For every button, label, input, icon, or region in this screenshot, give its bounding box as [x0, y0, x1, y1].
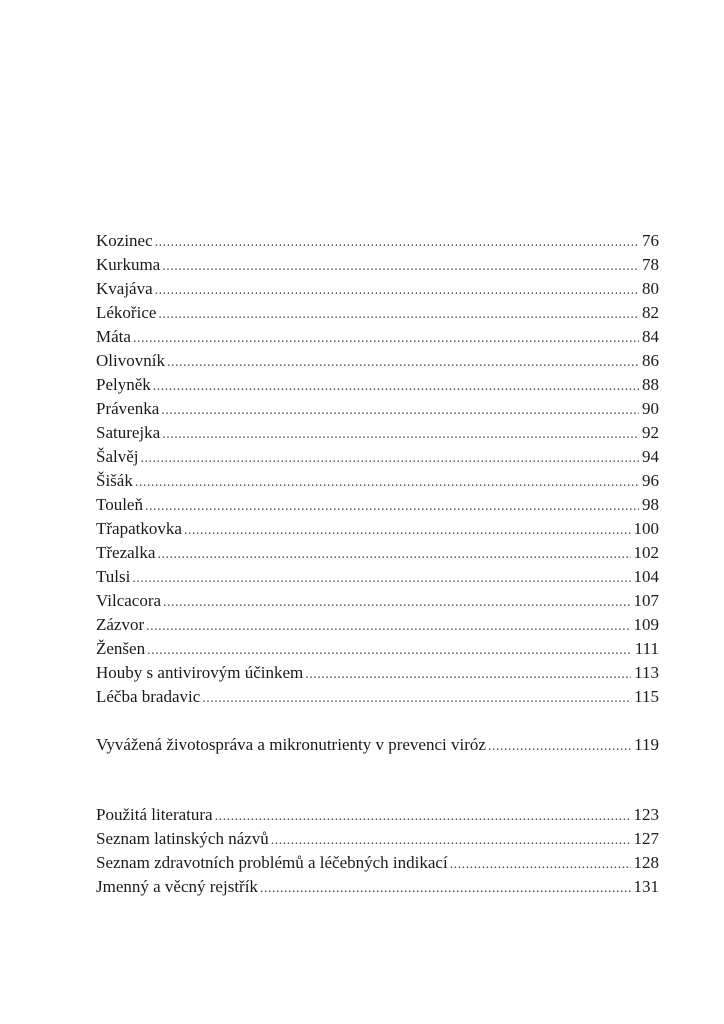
- toc-entry-title: Zázvor: [96, 615, 145, 634]
- toc-entry-page: 111: [634, 639, 659, 658]
- toc-entry-page: 76: [642, 231, 659, 250]
- toc-entry[interactable]: [96, 349, 659, 373]
- toc-leader-dots: [145, 495, 639, 519]
- toc-leader-dots: [271, 829, 631, 853]
- toc-entry-title: Olivovník: [96, 351, 165, 370]
- toc-entry-page: 94: [642, 447, 659, 466]
- toc-entry[interactable]: [96, 661, 659, 685]
- toc-entry-title: Seznam latinských názvů: [96, 829, 269, 848]
- toc-group-chapter: [96, 733, 659, 757]
- toc-leader-dots: [153, 375, 639, 399]
- toc-entry-title: Právenka: [96, 399, 160, 418]
- toc-leader-dots: [305, 663, 631, 687]
- toc-entry-page: 102: [633, 543, 659, 562]
- toc-entry-page: 123: [633, 805, 659, 824]
- toc-entry-title: Seznam zdravotních problémů a léčebných indikací: [96, 853, 448, 872]
- toc-group-herbs: [96, 229, 659, 709]
- toc-leader-dots: [163, 591, 630, 615]
- toc-entry-title: Houby s antivirovým účinkem: [96, 663, 304, 682]
- toc-entry-page: 131: [633, 877, 659, 896]
- toc-leader-dots: [161, 399, 639, 423]
- toc-entry[interactable]: [96, 397, 659, 421]
- toc-entry-title: Šišák: [96, 471, 133, 490]
- toc-leader-dots: [158, 303, 639, 327]
- toc-entry-title: Máta: [96, 327, 131, 346]
- toc-entry-title: Kozinec: [96, 231, 153, 250]
- toc-entry-title: Tulsi: [96, 567, 131, 586]
- toc-entry-page: 84: [642, 327, 659, 346]
- toc-entry[interactable]: [96, 733, 659, 757]
- toc-entry-page: 90: [642, 399, 659, 418]
- toc-entry-page: 96: [642, 471, 659, 490]
- toc-entry[interactable]: [96, 541, 659, 565]
- toc-leader-dots: [141, 447, 640, 471]
- toc-leader-dots: [155, 279, 639, 303]
- toc-entry[interactable]: [96, 445, 659, 469]
- toc-leader-dots: [202, 687, 631, 711]
- toc-leader-dots: [155, 231, 639, 255]
- toc-entry-page: 104: [633, 567, 659, 586]
- toc-entry-page: 80: [642, 279, 659, 298]
- toc-entry-title: Léčba bradavic: [96, 687, 201, 706]
- toc-leader-dots: [450, 853, 631, 877]
- toc-entry[interactable]: [96, 803, 659, 827]
- toc-entry[interactable]: [96, 637, 659, 661]
- toc-entry-title: Lékořice: [96, 303, 157, 322]
- toc-entry-page: 98: [642, 495, 659, 514]
- toc-entry[interactable]: [96, 421, 659, 445]
- toc-entry-title: Třapatkovka: [96, 519, 182, 538]
- toc-entry-title: Kurkuma: [96, 255, 161, 274]
- toc-entry[interactable]: [96, 565, 659, 589]
- toc-leader-dots: [146, 615, 630, 639]
- toc-entry-page: 119: [634, 735, 659, 754]
- toc-entry-page: 100: [633, 519, 659, 538]
- toc-entry[interactable]: [96, 685, 659, 709]
- toc-entry-page: 127: [633, 829, 659, 848]
- toc-entry-page: 88: [642, 375, 659, 394]
- toc-leader-dots: [147, 639, 632, 663]
- toc-entry-page: 113: [634, 663, 659, 682]
- toc-entry-title: Vilcacora: [96, 591, 162, 610]
- toc-entry-page: 86: [642, 351, 659, 370]
- toc-entry[interactable]: [96, 613, 659, 637]
- toc-entry[interactable]: [96, 493, 659, 517]
- toc-entry-title: Použitá literatura: [96, 805, 213, 824]
- toc-entry-title: Kvajáva: [96, 279, 153, 298]
- toc-entry-title: Třezalka: [96, 543, 156, 562]
- toc-entry-page: 82: [642, 303, 659, 322]
- toc-entry-title: Vyvážená životospráva a mikronutrienty v prevenci viróz: [96, 735, 486, 754]
- toc-leader-dots: [135, 471, 639, 495]
- toc-entry-page: 109: [633, 615, 659, 634]
- toc-entry[interactable]: [96, 301, 659, 325]
- toc-leader-dots: [132, 567, 630, 591]
- toc-leader-dots: [167, 351, 639, 375]
- toc-leader-dots: [215, 805, 631, 829]
- toc-entry-page: 128: [633, 853, 659, 872]
- toc-entry[interactable]: [96, 875, 659, 899]
- toc-entry[interactable]: [96, 851, 659, 875]
- toc-leader-dots: [157, 543, 630, 567]
- toc-leader-dots: [133, 327, 639, 351]
- toc-entry[interactable]: [96, 229, 659, 253]
- toc-entry[interactable]: [96, 373, 659, 397]
- toc-entry-page: 78: [642, 255, 659, 274]
- toc-entry[interactable]: [96, 277, 659, 301]
- toc-entry-title: Saturejka: [96, 423, 161, 442]
- toc-entry-page: 115: [634, 687, 659, 706]
- toc-leader-dots: [184, 519, 631, 543]
- toc-entry-page: 92: [642, 423, 659, 442]
- toc-leader-dots: [488, 735, 631, 759]
- toc-entry[interactable]: [96, 325, 659, 349]
- toc-entry-page: 107: [633, 591, 659, 610]
- toc-entry[interactable]: [96, 469, 659, 493]
- toc-entry-title: Touleň: [96, 495, 143, 514]
- toc-entry-title: Šalvěj: [96, 447, 139, 466]
- toc-leader-dots: [162, 423, 639, 447]
- toc-leader-dots: [162, 255, 639, 279]
- toc-leader-dots: [260, 877, 631, 901]
- toc-group-appendix: [96, 803, 659, 899]
- toc-entry[interactable]: [96, 253, 659, 277]
- toc-entry-title: Ženšen: [96, 639, 146, 658]
- toc-entry[interactable]: [96, 517, 659, 541]
- toc-entry[interactable]: [96, 827, 659, 851]
- toc-entry-title: Pelyněk: [96, 375, 151, 394]
- toc-entry-title: Jmenný a věcný rejstřík: [96, 877, 258, 896]
- toc-entry[interactable]: [96, 589, 659, 613]
